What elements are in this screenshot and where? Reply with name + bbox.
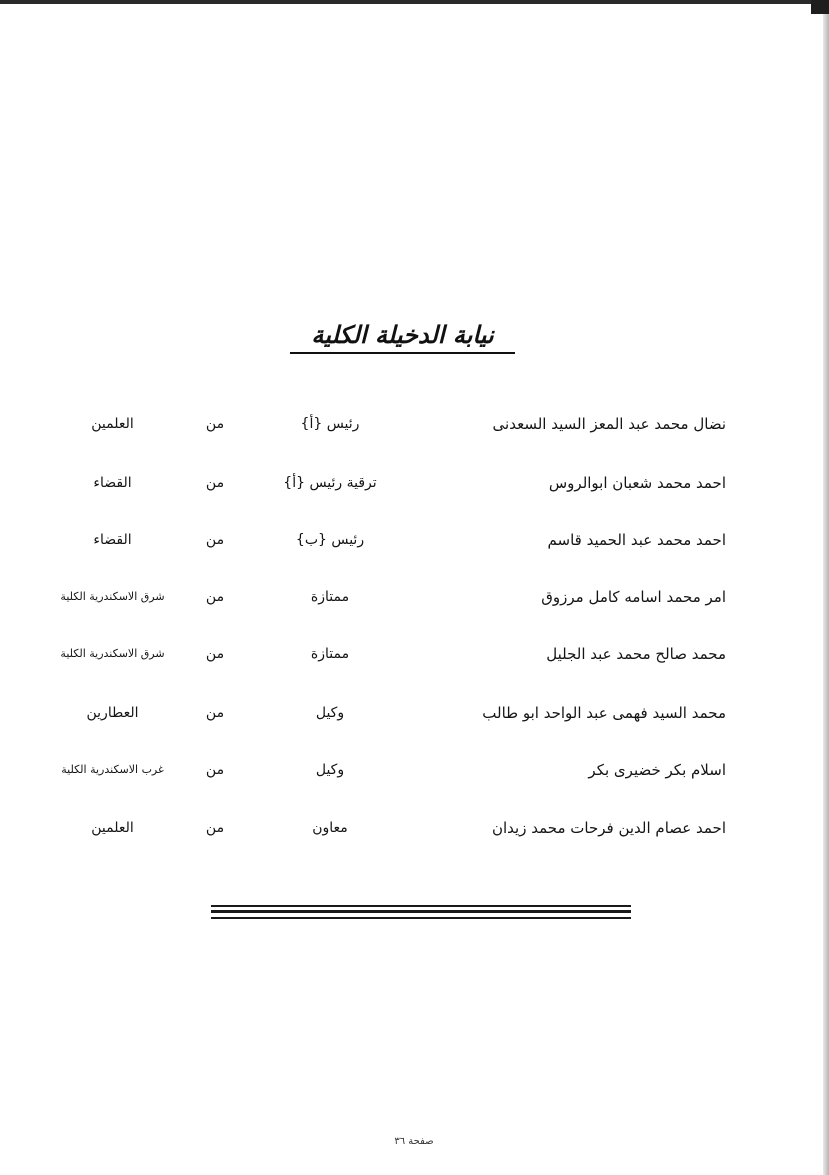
section-heading: نيابة الدخيلة الكلية bbox=[311, 320, 494, 349]
list-item bbox=[0, 582, 829, 612]
heading-underline bbox=[290, 352, 515, 354]
member-name: محمد السيد فهمى عبد الواحد ابو طالب bbox=[482, 704, 726, 722]
list-item bbox=[0, 755, 829, 785]
origin-office: القضاء bbox=[93, 475, 132, 491]
section-heading-wrap bbox=[290, 320, 515, 356]
list-item bbox=[0, 409, 829, 439]
from-label: من bbox=[205, 762, 225, 778]
member-rank: وكيل bbox=[315, 762, 345, 778]
origin-office: العطارين bbox=[86, 705, 139, 721]
from-label: من bbox=[205, 416, 225, 432]
list-item bbox=[0, 813, 829, 843]
member-rank: وكيل bbox=[315, 705, 345, 721]
origin-office: القضاء bbox=[93, 532, 132, 548]
list-item bbox=[0, 639, 829, 669]
member-rank: معاون bbox=[312, 820, 348, 836]
section-divider bbox=[211, 917, 631, 919]
member-rank: ممتازة bbox=[310, 589, 350, 605]
page-number: صفحة ٣٦ bbox=[394, 1136, 434, 1147]
origin-office: شرق الاسكندرية الكلية bbox=[60, 590, 165, 603]
scan-edge-top bbox=[0, 0, 829, 4]
list-item bbox=[0, 468, 829, 498]
from-label: من bbox=[205, 820, 225, 836]
from-label: من bbox=[205, 705, 225, 721]
list-item bbox=[0, 525, 829, 555]
origin-office: العلمين bbox=[91, 416, 134, 432]
list-item bbox=[0, 698, 829, 728]
origin-office: العلمين bbox=[91, 820, 134, 836]
from-label: من bbox=[205, 646, 225, 662]
member-name: احمد محمد شعبان ابوالروس bbox=[548, 474, 726, 492]
member-name: نضال محمد عبد المعز السيد السعدنى bbox=[492, 415, 726, 433]
member-name: محمد صالح محمد عبد الجليل bbox=[546, 645, 726, 663]
section-divider bbox=[211, 905, 631, 907]
member-rank: رئيس {أ} bbox=[300, 416, 360, 432]
member-name: اسلام بكر خضيرى بكر bbox=[588, 761, 726, 779]
origin-office: غرب الاسكندرية الكلية bbox=[61, 763, 164, 776]
member-rank: رئيس {ب} bbox=[295, 532, 365, 548]
member-name: امر محمد اسامه كامل مرزوق bbox=[541, 588, 726, 606]
section-divider bbox=[211, 910, 631, 913]
member-rank: ترقية رئيس {أ} bbox=[283, 475, 377, 491]
member-name: احمد محمد عبد الحميد قاسم bbox=[547, 531, 726, 549]
member-rank: ممتازة bbox=[310, 646, 350, 662]
member-name: احمد عصام الدين فرحات محمد زيدان bbox=[492, 819, 726, 837]
from-label: من bbox=[205, 589, 225, 605]
origin-office: شرق الاسكندرية الكلية bbox=[60, 647, 165, 660]
from-label: من bbox=[205, 475, 225, 491]
scan-corner bbox=[811, 0, 829, 14]
from-label: من bbox=[205, 532, 225, 548]
